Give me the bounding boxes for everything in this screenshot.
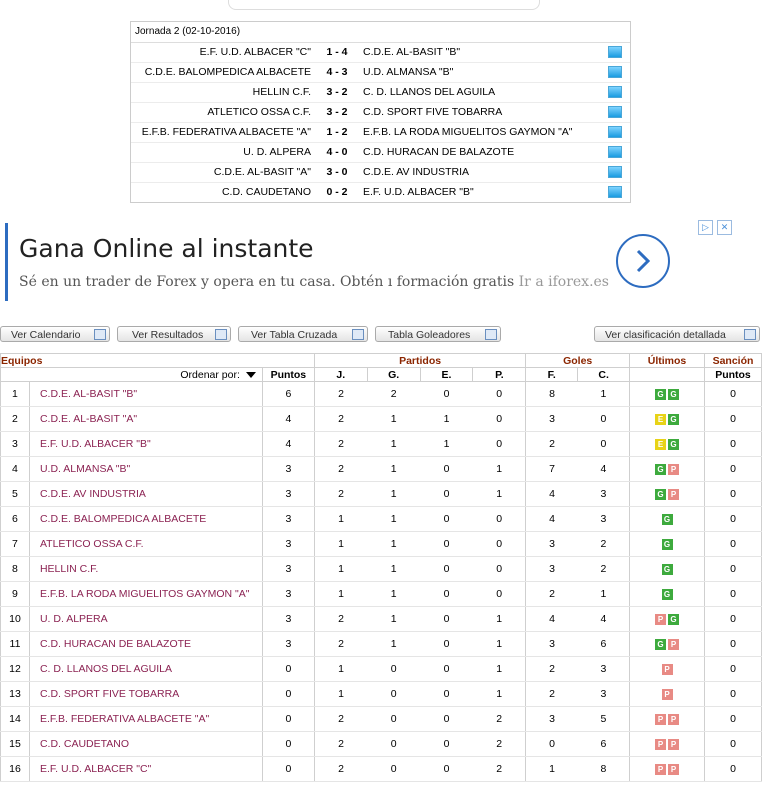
position: 11 <box>1 632 30 657</box>
sanction-points: 0 <box>704 557 761 582</box>
table-row <box>1 732 762 757</box>
goals-against: 3 <box>578 507 630 532</box>
window-icon <box>485 329 497 340</box>
match-row <box>131 63 630 83</box>
won: 0 <box>367 657 420 682</box>
result-badge: P <box>655 614 666 625</box>
goals-for: 3 <box>526 532 578 557</box>
table-row <box>1 757 762 782</box>
sanction-points: 0 <box>704 432 761 457</box>
sort-control[interactable]: Ordenar por: <box>1 368 263 382</box>
points: 3 <box>262 482 314 507</box>
match-away-team: E.F.B. LA RODA MIGUELITOS GAYMON "A" <box>363 126 573 138</box>
result-badge: G <box>655 489 666 500</box>
points: 0 <box>262 707 314 732</box>
table-row <box>1 532 762 557</box>
result-badge: G <box>668 389 679 400</box>
goals-for: 2 <box>526 432 578 457</box>
match-score: 4 - 3 <box>326 66 348 78</box>
ad-arrow-button[interactable] <box>616 234 670 288</box>
table-row <box>1 557 762 582</box>
sanction-points: 0 <box>704 757 761 782</box>
sanction-points: 0 <box>704 732 761 757</box>
played: 1 <box>314 582 367 607</box>
ver-tabla-cruzada-button[interactable]: Ver Tabla Cruzada <box>238 326 368 342</box>
won: 2 <box>367 382 420 407</box>
result-badge: G <box>668 614 679 625</box>
team-link[interactable]: C.D. CAUDETANO <box>29 732 262 757</box>
position: 2 <box>1 407 30 432</box>
goals-for: 3 <box>526 632 578 657</box>
result-badge: E <box>655 439 666 450</box>
window-icon <box>352 329 364 340</box>
ad-text[interactable]: Sé en un trader de Forex y opera en tu casa. Obtén ı formación gratis Ir a iforex.es <box>19 274 609 290</box>
played: 2 <box>314 707 367 732</box>
won: 1 <box>367 532 420 557</box>
standings-table <box>0 353 762 782</box>
match-away-team: U.D. ALMANSA "B" <box>363 66 454 78</box>
match-detail-icon[interactable] <box>608 66 622 78</box>
ad-close-icon[interactable]: ✕ <box>717 220 732 235</box>
goals-for: 8 <box>526 382 578 407</box>
result-badge: G <box>668 414 679 425</box>
won: 1 <box>367 432 420 457</box>
match-away-team: E.F. U.D. ALBACER "B" <box>363 186 474 198</box>
col-ultimos <box>630 368 705 382</box>
result-badge: P <box>668 714 679 725</box>
match-away-team: C. D. LLANOS DEL AGUILA <box>363 86 496 98</box>
team-link[interactable]: ATLETICO OSSA C.F. <box>29 532 262 557</box>
result-badge: P <box>655 714 666 725</box>
position: 16 <box>1 757 30 782</box>
result-badge: P <box>668 464 679 475</box>
match-home-team: C.D. CAUDETANO <box>221 186 311 198</box>
drawn: 1 <box>420 407 473 432</box>
ad-link[interactable]: Ir a iforex.es <box>518 274 609 290</box>
points: 3 <box>262 507 314 532</box>
match-score: 0 - 2 <box>326 186 348 198</box>
chevron-right-icon <box>633 248 653 274</box>
lost: 1 <box>473 657 526 682</box>
points: 4 <box>262 432 314 457</box>
match-row <box>131 83 630 103</box>
result-badge: G <box>662 514 673 525</box>
won: 0 <box>367 732 420 757</box>
ad-accent-bar <box>5 223 8 301</box>
position: 4 <box>1 457 30 482</box>
match-detail-icon[interactable] <box>608 46 622 58</box>
last-results <box>630 532 705 557</box>
drawn: 0 <box>420 657 473 682</box>
calendar-icon <box>94 329 106 340</box>
match-detail-icon[interactable] <box>608 106 622 118</box>
position: 15 <box>1 732 30 757</box>
result-badge: P <box>662 664 673 675</box>
last-results <box>630 607 705 632</box>
sanction-points: 0 <box>704 582 761 607</box>
match-home-team: U. D. ALPERA <box>243 146 311 158</box>
points: 0 <box>262 657 314 682</box>
goals-against: 2 <box>578 557 630 582</box>
goals-against: 3 <box>578 657 630 682</box>
match-row <box>131 103 630 123</box>
last-results <box>630 382 705 407</box>
lost: 0 <box>473 507 526 532</box>
points: 3 <box>262 582 314 607</box>
result-badge: P <box>655 739 666 750</box>
last-results <box>630 582 705 607</box>
ver-resultados-button[interactable]: Ver Resultados <box>117 326 231 342</box>
sanction-points: 0 <box>704 507 761 532</box>
goals-for: 4 <box>526 507 578 532</box>
played: 2 <box>314 482 367 507</box>
lost: 1 <box>473 457 526 482</box>
goals-for: 3 <box>526 707 578 732</box>
position: 1 <box>1 382 30 407</box>
result-badge: G <box>662 564 673 575</box>
result-badge: P <box>668 764 679 775</box>
position: 6 <box>1 507 30 532</box>
points: 3 <box>262 607 314 632</box>
result-badge: G <box>655 639 666 650</box>
points: 3 <box>262 557 314 582</box>
ad-headline[interactable]: Gana Online al instante <box>19 234 314 263</box>
position: 9 <box>1 582 30 607</box>
header-partidos: Partidos <box>314 354 525 368</box>
drawn: 0 <box>420 607 473 632</box>
goals-against: 2 <box>578 532 630 557</box>
window-icon <box>744 329 756 340</box>
played: 1 <box>314 657 367 682</box>
table-row <box>1 707 762 732</box>
match-row <box>131 183 630 202</box>
team-link[interactable]: C.D.E. AV INDUSTRIA <box>29 482 262 507</box>
match-row <box>131 123 630 143</box>
col-puntos[interactable]: Puntos <box>262 368 314 382</box>
won: 1 <box>367 457 420 482</box>
match-detail-icon[interactable] <box>608 186 622 198</box>
tabla-goleadores-button[interactable]: Tabla Goleadores <box>375 326 501 342</box>
team-link[interactable]: U.D. ALMANSA "B" <box>29 457 262 482</box>
position: 3 <box>1 432 30 457</box>
table-row <box>1 482 762 507</box>
col-f[interactable]: F. <box>526 368 578 382</box>
position: 5 <box>1 482 30 507</box>
played: 2 <box>314 757 367 782</box>
last-results <box>630 732 705 757</box>
team-link[interactable]: C.D.E. AL-BASIT "A" <box>29 407 262 432</box>
match-row <box>131 143 630 163</box>
goals-for: 2 <box>526 657 578 682</box>
sanction-points: 0 <box>704 382 761 407</box>
drawn: 0 <box>420 707 473 732</box>
match-home-team: E.F. U.D. ALBACER "C" <box>199 46 311 58</box>
team-link[interactable]: HELLIN C.F. <box>29 557 262 582</box>
played: 1 <box>314 557 367 582</box>
team-link[interactable]: C.D.E. BALOMPEDICA ALBACETE <box>29 507 262 532</box>
goals-against: 3 <box>578 482 630 507</box>
points: 3 <box>262 632 314 657</box>
match-detail-icon[interactable] <box>608 126 622 138</box>
points: 3 <box>262 532 314 557</box>
goals-against: 8 <box>578 757 630 782</box>
table-row <box>1 632 762 657</box>
header-sancion: Sanción <box>704 354 761 368</box>
position: 13 <box>1 682 30 707</box>
lost: 2 <box>473 732 526 757</box>
result-badge: G <box>655 464 666 475</box>
last-results <box>630 657 705 682</box>
goals-for: 7 <box>526 457 578 482</box>
match-home-team: HELLIN C.F. <box>252 86 311 98</box>
goals-against: 6 <box>578 632 630 657</box>
won: 1 <box>367 507 420 532</box>
table-row <box>1 507 762 532</box>
goals-against: 3 <box>578 682 630 707</box>
sanction-points: 0 <box>704 682 761 707</box>
drawn: 0 <box>420 482 473 507</box>
position: 7 <box>1 532 30 557</box>
match-score: 1 - 2 <box>326 126 348 138</box>
table-row <box>1 682 762 707</box>
window-icon <box>215 329 227 340</box>
goals-for: 3 <box>526 407 578 432</box>
team-link[interactable]: E.F.B. FEDERATIVA ALBACETE "A" <box>29 707 262 732</box>
result-badge: E <box>655 414 666 425</box>
last-results <box>630 432 705 457</box>
goals-for: 4 <box>526 482 578 507</box>
drawn: 0 <box>420 582 473 607</box>
points: 0 <box>262 732 314 757</box>
lost: 1 <box>473 682 526 707</box>
col-g[interactable]: G. <box>367 368 420 382</box>
match-detail-icon[interactable] <box>608 86 622 98</box>
position: 10 <box>1 607 30 632</box>
won: 1 <box>367 607 420 632</box>
goals-for: 3 <box>526 557 578 582</box>
match-home-team: C.D.E. AL-BASIT "A" <box>213 166 311 178</box>
last-results <box>630 632 705 657</box>
match-home-team: C.D.E. BALOMPEDICA ALBACETE <box>144 66 311 78</box>
team-link[interactable]: E.F. U.D. ALBACER "B" <box>29 432 262 457</box>
won: 0 <box>367 757 420 782</box>
ver-clasificacion-detallada-button[interactable]: Ver clasificación detallada <box>594 326 760 342</box>
goals-against: 4 <box>578 457 630 482</box>
drawn: 0 <box>420 757 473 782</box>
sanction-points: 0 <box>704 632 761 657</box>
last-results <box>630 557 705 582</box>
points: 6 <box>262 382 314 407</box>
lost: 1 <box>473 607 526 632</box>
goals-against: 4 <box>578 607 630 632</box>
result-badge: G <box>662 539 673 550</box>
last-results <box>630 482 705 507</box>
last-results <box>630 682 705 707</box>
played: 2 <box>314 432 367 457</box>
table-row <box>1 657 762 682</box>
col-j[interactable]: J. <box>314 368 367 382</box>
last-results <box>630 707 705 732</box>
team-link[interactable]: U. D. ALPERA <box>29 607 262 632</box>
match-score: 3 - 0 <box>326 166 348 178</box>
drawn: 0 <box>420 732 473 757</box>
last-results <box>630 457 705 482</box>
team-link[interactable]: E.F. U.D. ALBACER "C" <box>29 757 262 782</box>
lost: 2 <box>473 707 526 732</box>
match-score: 1 - 4 <box>326 46 348 58</box>
goals-against: 1 <box>578 582 630 607</box>
drawn: 0 <box>420 382 473 407</box>
match-score: 3 - 2 <box>326 86 348 98</box>
goals-against: 0 <box>578 407 630 432</box>
match-home-team: E.F.B. FEDERATIVA ALBACETE "A" <box>141 126 311 138</box>
won: 1 <box>367 632 420 657</box>
result-badge: P <box>655 764 666 775</box>
result-badge: G <box>655 389 666 400</box>
team-link[interactable]: C.D. HURACAN DE BALAZOTE <box>29 632 262 657</box>
col-c[interactable]: C. <box>578 368 630 382</box>
match-away-team: C.D.E. AL-BASIT "B" <box>363 46 461 58</box>
drawn: 0 <box>420 507 473 532</box>
result-badge: P <box>668 639 679 650</box>
sanction-points: 0 <box>704 482 761 507</box>
header-equipos: Equipos <box>1 354 315 368</box>
drawn: 0 <box>420 682 473 707</box>
lost: 0 <box>473 382 526 407</box>
col-sancion-puntos: Puntos <box>704 368 761 382</box>
lost: 0 <box>473 557 526 582</box>
last-results <box>630 507 705 532</box>
ver-calendario-button[interactable]: Ver Calendario <box>0 326 110 342</box>
team-link[interactable]: E.F.B. LA RODA MIGUELITOS GAYMON "A" <box>29 582 262 607</box>
won: 1 <box>367 582 420 607</box>
sort-down-arrow-icon[interactable] <box>246 372 256 378</box>
result-badge: G <box>662 589 673 600</box>
sanction-points: 0 <box>704 457 761 482</box>
played: 2 <box>314 407 367 432</box>
match-score: 4 - 0 <box>326 146 348 158</box>
team-link[interactable]: C.D. SPORT FIVE TOBARRA <box>29 682 262 707</box>
adchoices-icon[interactable]: ▷ <box>698 220 713 235</box>
match-away-team: C.D. SPORT FIVE TOBARRA <box>363 106 503 118</box>
goals-for: 4 <box>526 607 578 632</box>
lost: 1 <box>473 632 526 657</box>
last-results <box>630 757 705 782</box>
goals-against: 0 <box>578 432 630 457</box>
sanction-points: 0 <box>704 707 761 732</box>
table-row <box>1 457 762 482</box>
points: 0 <box>262 682 314 707</box>
header-ultimos: Últimos <box>630 354 705 368</box>
lost: 1 <box>473 482 526 507</box>
points: 4 <box>262 407 314 432</box>
lost: 0 <box>473 582 526 607</box>
col-e[interactable]: E. <box>420 368 473 382</box>
goals-against: 6 <box>578 732 630 757</box>
won: 0 <box>367 682 420 707</box>
jornada-results-box <box>130 21 631 203</box>
won: 0 <box>367 707 420 732</box>
played: 1 <box>314 532 367 557</box>
match-away-team: C.D.E. AV INDUSTRIA <box>363 166 469 178</box>
result-badge: G <box>668 439 679 450</box>
table-row <box>1 432 762 457</box>
jornada-title: Jornada 2 (02-10-2016) <box>131 22 630 43</box>
lost: 0 <box>473 532 526 557</box>
result-badge: P <box>668 489 679 500</box>
won: 1 <box>367 557 420 582</box>
won: 1 <box>367 407 420 432</box>
advertisement[interactable] <box>5 218 730 303</box>
played: 2 <box>314 632 367 657</box>
table-row <box>1 407 762 432</box>
position: 14 <box>1 707 30 732</box>
played: 1 <box>314 682 367 707</box>
sanction-points: 0 <box>704 532 761 557</box>
goals-for: 2 <box>526 682 578 707</box>
match-away-team: C.D. HURACAN DE BALAZOTE <box>363 146 515 158</box>
last-results <box>630 407 705 432</box>
goals-for: 2 <box>526 582 578 607</box>
match-detail-icon[interactable] <box>608 166 622 178</box>
result-badge: P <box>668 739 679 750</box>
played: 1 <box>314 507 367 532</box>
col-p[interactable]: P. <box>473 368 526 382</box>
goals-against: 1 <box>578 382 630 407</box>
table-row <box>1 382 762 407</box>
result-badge: P <box>662 689 673 700</box>
played: 2 <box>314 457 367 482</box>
sanction-points: 0 <box>704 607 761 632</box>
match-score: 3 - 2 <box>326 106 348 118</box>
match-row <box>131 43 630 63</box>
sanction-points: 0 <box>704 657 761 682</box>
drawn: 0 <box>420 457 473 482</box>
sanction-points: 0 <box>704 407 761 432</box>
lost: 2 <box>473 757 526 782</box>
position: 8 <box>1 557 30 582</box>
played: 2 <box>314 607 367 632</box>
match-home-team: ATLETICO OSSA C.F. <box>207 106 311 118</box>
points: 3 <box>262 457 314 482</box>
points: 0 <box>262 757 314 782</box>
lost: 0 <box>473 432 526 457</box>
position: 12 <box>1 657 30 682</box>
header-goles: Goles <box>526 354 630 368</box>
match-row <box>131 163 630 183</box>
drawn: 0 <box>420 532 473 557</box>
table-row <box>1 582 762 607</box>
goals-for: 0 <box>526 732 578 757</box>
won: 1 <box>367 482 420 507</box>
team-link[interactable]: C.D.E. AL-BASIT "B" <box>29 382 262 407</box>
lost: 0 <box>473 407 526 432</box>
drawn: 1 <box>420 432 473 457</box>
goals-against: 5 <box>578 707 630 732</box>
table-row <box>1 607 762 632</box>
goals-for: 1 <box>526 757 578 782</box>
drawn: 0 <box>420 632 473 657</box>
team-link[interactable]: C. D. LLANOS DEL AGUILA <box>29 657 262 682</box>
played: 2 <box>314 732 367 757</box>
played: 2 <box>314 382 367 407</box>
match-detail-icon[interactable] <box>608 146 622 158</box>
top-search-bar[interactable] <box>228 0 540 10</box>
drawn: 0 <box>420 557 473 582</box>
